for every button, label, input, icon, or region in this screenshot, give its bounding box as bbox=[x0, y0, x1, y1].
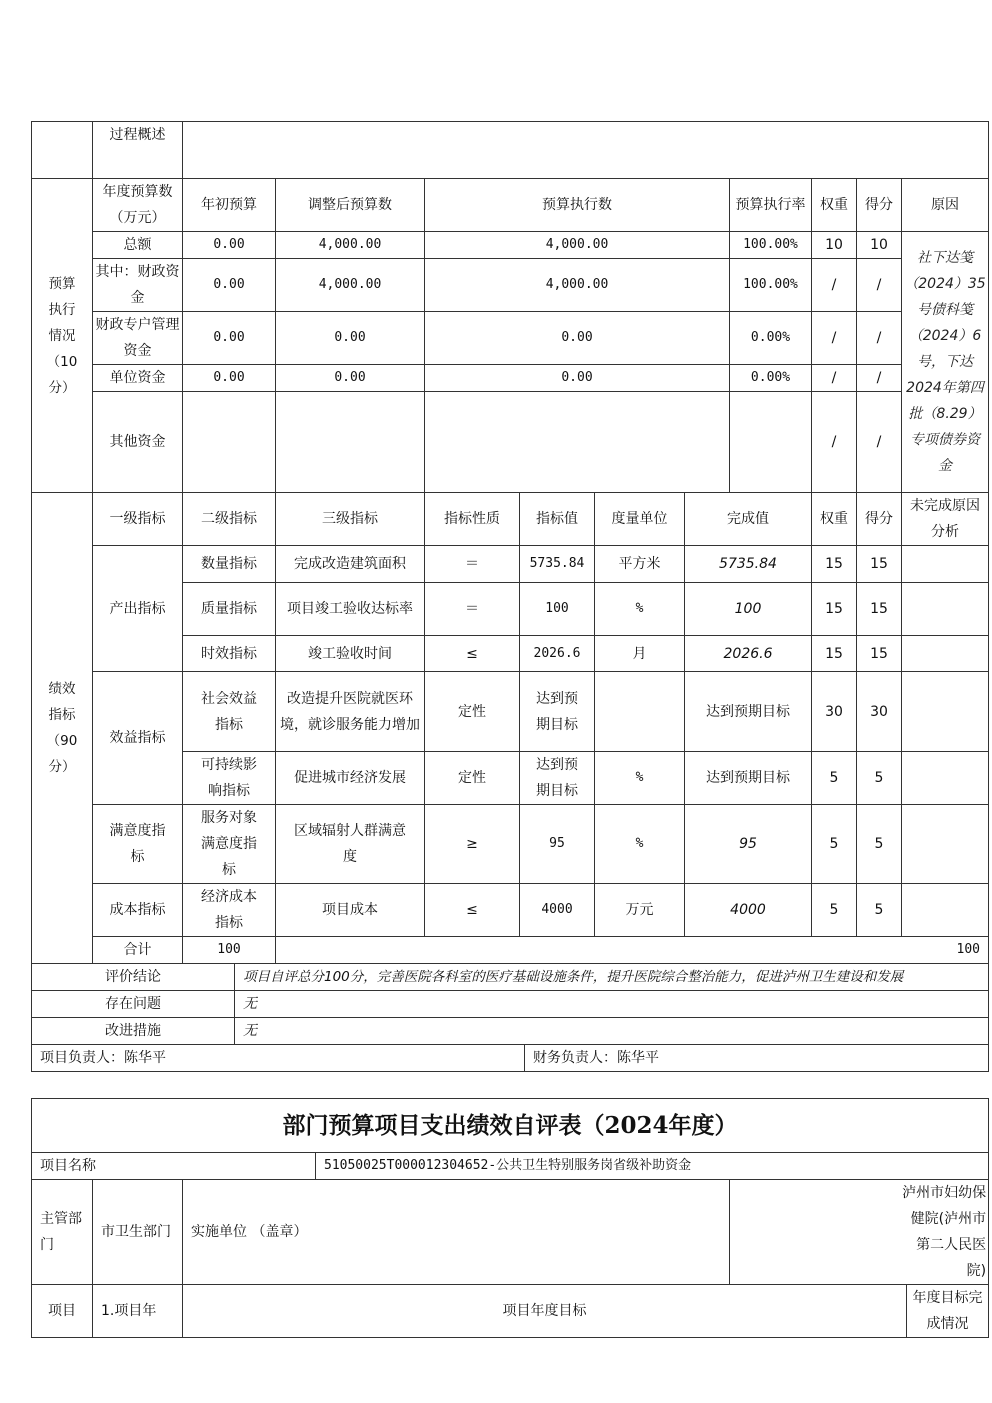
impl-value-cell bbox=[730, 1180, 989, 1285]
budget-row-label: 财政专户管理资金 bbox=[93, 312, 183, 365]
perf-weight: 30 bbox=[812, 672, 857, 752]
perf-weight: 5 bbox=[812, 752, 857, 805]
budget-row-rate: 100.00% bbox=[730, 259, 812, 312]
dept-value: 市卫生部门 bbox=[93, 1180, 183, 1285]
budget-row-label: 其中：财政资金 bbox=[93, 259, 183, 312]
budget-row bbox=[32, 232, 989, 259]
perf-head-nature: 指标性质 bbox=[425, 493, 520, 546]
budget-row-score: / bbox=[857, 365, 902, 392]
perf-unit: % bbox=[595, 583, 685, 636]
perf-done: 4000 bbox=[685, 884, 812, 937]
perf-unit: 月 bbox=[595, 636, 685, 672]
impl-label: 实施单位 （盖章） bbox=[183, 1180, 730, 1285]
perf-unit: % bbox=[595, 752, 685, 805]
perf-level2: 时效指标 bbox=[183, 636, 276, 672]
perf-nature: 定性 bbox=[425, 752, 520, 805]
budget-row-adjusted: 4,000.00 bbox=[276, 232, 425, 259]
perf-level3: 项目成本 bbox=[276, 884, 425, 937]
perf-score: 5 bbox=[857, 884, 902, 937]
perf-head-level1: 一级指标 bbox=[93, 493, 183, 546]
objective-label-a: 项目 bbox=[32, 1285, 93, 1338]
perf-done: 达到预期目标 bbox=[685, 752, 812, 805]
budget-section-label: 预算执行情况（10分） bbox=[32, 179, 93, 493]
budget-row-executed: 4,000.00 bbox=[425, 259, 730, 312]
budget-row-score: / bbox=[857, 312, 902, 365]
budget-row-label: 其他资金 bbox=[93, 392, 183, 493]
budget-row bbox=[32, 312, 989, 365]
budget-row bbox=[32, 392, 989, 493]
perf-reason bbox=[902, 546, 989, 583]
budget-row bbox=[32, 259, 989, 312]
measure-row bbox=[32, 1018, 989, 1045]
perf-level2: 质量指标 bbox=[183, 583, 276, 636]
perf-level2: 社会效益指标 bbox=[183, 672, 276, 752]
perf-level2: 数量指标 bbox=[183, 546, 276, 583]
budget-row-initial: 0.00 bbox=[183, 232, 276, 259]
perf-score: 15 bbox=[857, 546, 902, 583]
budget-head-reason: 原因 bbox=[902, 179, 989, 232]
perf-done: 达到预期目标 bbox=[685, 672, 812, 752]
perf-score: 5 bbox=[857, 752, 902, 805]
signature-row bbox=[32, 1045, 989, 1072]
conclusion-table bbox=[31, 963, 989, 1072]
perf-nature: ＝ bbox=[425, 583, 520, 636]
perf-value: 100 bbox=[520, 583, 595, 636]
budget-row-adjusted: 0.00 bbox=[276, 312, 425, 365]
objective-label-b: 1.项目年 bbox=[93, 1285, 183, 1338]
total-score: 100 bbox=[276, 937, 989, 964]
perf-level2: 经济成本指标 bbox=[183, 884, 276, 937]
dept-row bbox=[32, 1180, 989, 1285]
perf-level3: 项目竣工验收达标率 bbox=[276, 583, 425, 636]
perf-head-level2: 二级指标 bbox=[183, 493, 276, 546]
budget-row bbox=[32, 365, 989, 392]
problem-row bbox=[32, 991, 989, 1018]
perf-head-level3: 三级指标 bbox=[276, 493, 425, 546]
perf-nature: ≤ bbox=[425, 636, 520, 672]
perf-reason bbox=[902, 672, 989, 752]
perf-done: 2026.6 bbox=[685, 636, 812, 672]
self-evaluation-table bbox=[31, 121, 989, 964]
budget-head-score: 得分 bbox=[857, 179, 902, 232]
perf-weight: 15 bbox=[812, 546, 857, 583]
perf-head-weight: 权重 bbox=[812, 493, 857, 546]
perf-level2: 可持续影响指标 bbox=[183, 752, 276, 805]
perf-value: 4000 bbox=[520, 884, 595, 937]
perf-row bbox=[32, 805, 989, 884]
budget-head-initial: 年初预算 bbox=[183, 179, 276, 232]
perf-unit bbox=[595, 672, 685, 752]
budget-row-label: 总额 bbox=[93, 232, 183, 259]
perf-level1: 满意度指标 bbox=[93, 805, 183, 884]
measure-label: 改进措施 bbox=[32, 1018, 235, 1045]
perf-level1: 效益指标 bbox=[93, 672, 183, 805]
budget-row-executed: 0.00 bbox=[425, 365, 730, 392]
project-name-value: 51050025T000012304652-公共卫生特别服务岗省级补助资金 bbox=[316, 1153, 989, 1180]
perf-reason bbox=[902, 805, 989, 884]
budget-row-initial: 0.00 bbox=[183, 312, 276, 365]
perf-value: 5735.84 bbox=[520, 546, 595, 583]
budget-row-adjusted: 4,000.00 bbox=[276, 259, 425, 312]
perf-nature: ＝ bbox=[425, 546, 520, 583]
perf-head-reason: 未完成原因分析 bbox=[902, 493, 989, 546]
perf-score: 5 bbox=[857, 805, 902, 884]
perf-done: 95 bbox=[685, 805, 812, 884]
perf-header-row bbox=[32, 493, 989, 546]
perf-weight: 5 bbox=[812, 805, 857, 884]
budget-row-score: 10 bbox=[857, 232, 902, 259]
budget-reason: 社下达笺（2024）35号债科笺（2024）6号，下达2024年第四批（8.29）专项债券资金 bbox=[902, 232, 989, 493]
budget-row-initial bbox=[183, 392, 276, 493]
process-content bbox=[183, 122, 989, 179]
budget-row-weight: / bbox=[812, 392, 857, 493]
conclusion-row bbox=[32, 964, 989, 991]
budget-row-weight: / bbox=[812, 365, 857, 392]
objective-label-c: 项目年度目标 bbox=[183, 1285, 907, 1338]
perf-head-score: 得分 bbox=[857, 493, 902, 546]
perf-level1: 成本指标 bbox=[93, 884, 183, 937]
total-weight: 100 bbox=[183, 937, 276, 964]
budget-row-score: / bbox=[857, 392, 902, 493]
perf-level3: 促进城市经济发展 bbox=[276, 752, 425, 805]
perf-level2: 服务对象满意度指标 bbox=[183, 805, 276, 884]
process-label: 过程概述 bbox=[93, 122, 183, 179]
budget-row-adjusted: 0.00 bbox=[276, 365, 425, 392]
perf-level3: 区域辐射人群满意度 bbox=[276, 805, 425, 884]
dept-label: 主管部门 bbox=[32, 1180, 93, 1285]
budget-row-rate: 0.00% bbox=[730, 312, 812, 365]
measure-text: 无 bbox=[235, 1018, 989, 1045]
budget-row-executed bbox=[425, 392, 730, 493]
perf-nature: ≥ bbox=[425, 805, 520, 884]
budget-row-weight: / bbox=[812, 259, 857, 312]
budget-head-executed: 预算执行数 bbox=[425, 179, 730, 232]
perf-nature: 定性 bbox=[425, 672, 520, 752]
budget-row-rate: 0.00% bbox=[730, 365, 812, 392]
budget-row-adjusted bbox=[276, 392, 425, 493]
finance-leader: 财务负责人：陈华平 bbox=[525, 1045, 989, 1072]
perf-weight: 15 bbox=[812, 636, 857, 672]
budget-head-adjusted: 调整后预算数 bbox=[276, 179, 425, 232]
objective-row bbox=[32, 1285, 989, 1338]
page-title: 部门预算项目支出绩效自评表（2024年度） bbox=[32, 1099, 989, 1153]
perf-row bbox=[32, 546, 989, 583]
perf-level3: 改造提升医院就医环境，就诊服务能力增加 bbox=[276, 672, 425, 752]
perf-unit: 平方米 bbox=[595, 546, 685, 583]
budget-head-rate: 预算执行率 bbox=[730, 179, 812, 232]
perf-level1: 产出指标 bbox=[93, 546, 183, 672]
project-name-label: 项目名称 bbox=[32, 1153, 316, 1180]
budget-head-weight: 权重 bbox=[812, 179, 857, 232]
perf-done: 5735.84 bbox=[685, 546, 812, 583]
perf-score: 15 bbox=[857, 583, 902, 636]
perf-row bbox=[32, 672, 989, 752]
perf-nature: ≤ bbox=[425, 884, 520, 937]
perf-head-value: 指标值 bbox=[520, 493, 595, 546]
total-row bbox=[32, 937, 989, 964]
budget-head-annual: 年度预算数（万元） bbox=[93, 179, 183, 232]
project-name-row bbox=[32, 1153, 989, 1180]
budget-row-executed: 0.00 bbox=[425, 312, 730, 365]
perf-score: 15 bbox=[857, 636, 902, 672]
perf-reason bbox=[902, 752, 989, 805]
project-leader: 项目负责人：陈华平 bbox=[32, 1045, 525, 1072]
perf-weight: 15 bbox=[812, 583, 857, 636]
perf-value: 2026.6 bbox=[520, 636, 595, 672]
conclusion-text: 项目自评总分100分，完善医院各科室的医疗基础设施条件，提升医院综合整治能力，促进泸州卫生建设和发展 bbox=[235, 964, 989, 991]
perf-done: 100 bbox=[685, 583, 812, 636]
perf-reason bbox=[902, 583, 989, 636]
process-row bbox=[32, 122, 989, 179]
problem-label: 存在问题 bbox=[32, 991, 235, 1018]
perf-head-done: 完成值 bbox=[685, 493, 812, 546]
perf-value: 达到预期目标 bbox=[520, 672, 595, 752]
budget-row-executed: 4,000.00 bbox=[425, 232, 730, 259]
budget-header-row bbox=[32, 179, 989, 232]
budget-row-initial: 0.00 bbox=[183, 365, 276, 392]
total-label: 合计 bbox=[93, 937, 183, 964]
perf-row bbox=[32, 884, 989, 937]
perf-reason bbox=[902, 636, 989, 672]
budget-row-score: / bbox=[857, 259, 902, 312]
budget-row-weight: 10 bbox=[812, 232, 857, 259]
perf-unit: 万元 bbox=[595, 884, 685, 937]
budget-row-weight: / bbox=[812, 312, 857, 365]
perf-value: 达到预期目标 bbox=[520, 752, 595, 805]
perf-level3: 完成改造建筑面积 bbox=[276, 546, 425, 583]
perf-section-label: 绩效指标（90分） bbox=[32, 493, 93, 964]
perf-head-unit: 度量单位 bbox=[595, 493, 685, 546]
budget-row-label: 单位资金 bbox=[93, 365, 183, 392]
perf-weight: 5 bbox=[812, 884, 857, 937]
perf-value: 95 bbox=[520, 805, 595, 884]
conclusion-label: 评价结论 bbox=[32, 964, 235, 991]
perf-level3: 竣工验收时间 bbox=[276, 636, 425, 672]
department-budget-table bbox=[31, 1098, 989, 1338]
impl-value: 泸州市妇幼保健院(泸州市第二人民医院) bbox=[902, 1185, 987, 1279]
objective-label-d: 年度目标完成情况 bbox=[907, 1285, 989, 1338]
perf-unit: % bbox=[595, 805, 685, 884]
budget-row-rate: 100.00% bbox=[730, 232, 812, 259]
problem-text: 无 bbox=[235, 991, 989, 1018]
budget-row-initial: 0.00 bbox=[183, 259, 276, 312]
title-row bbox=[32, 1099, 989, 1153]
perf-score: 30 bbox=[857, 672, 902, 752]
perf-reason bbox=[902, 884, 989, 937]
budget-row-rate bbox=[730, 392, 812, 493]
